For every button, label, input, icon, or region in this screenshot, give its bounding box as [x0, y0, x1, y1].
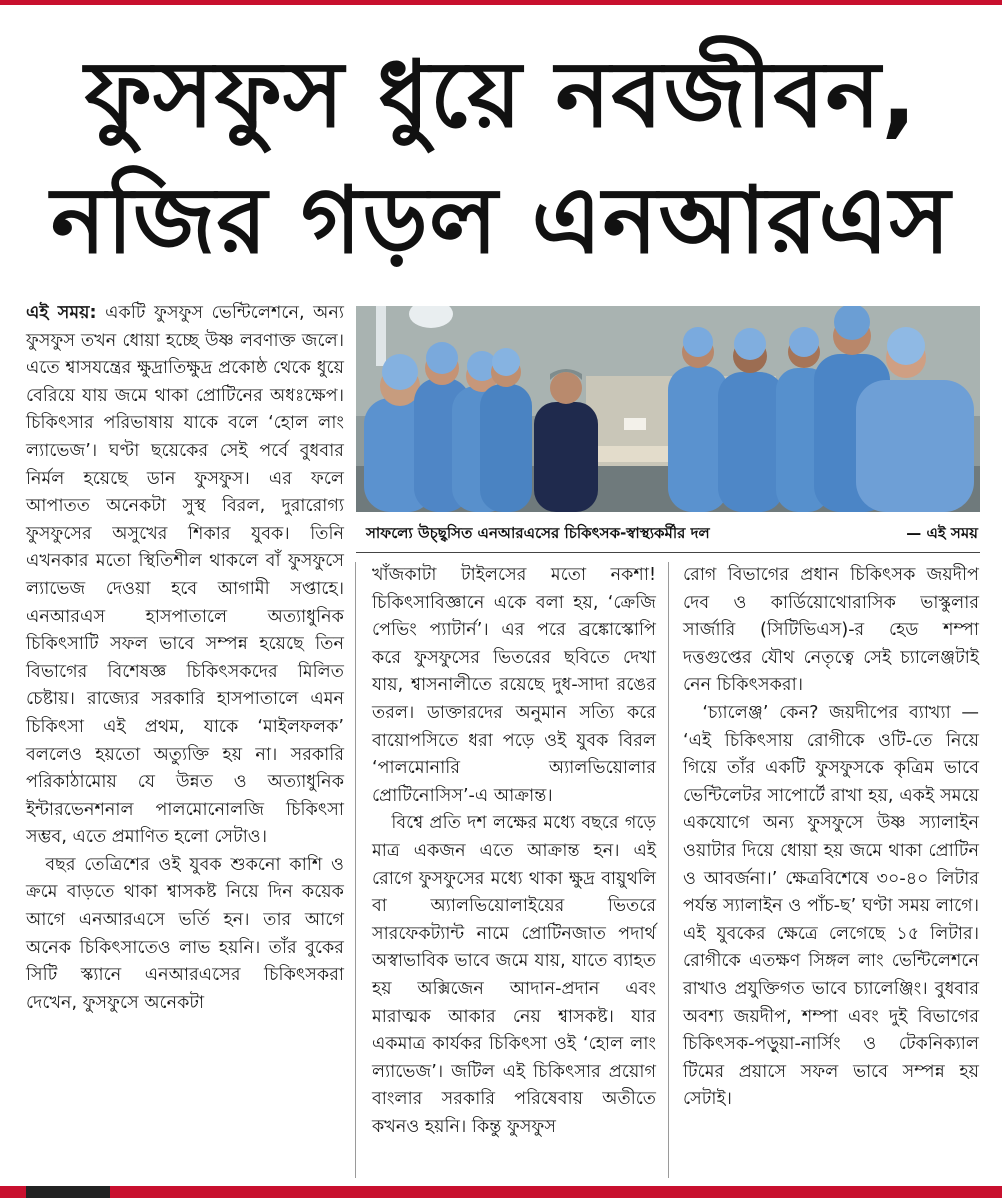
article-column-3	[683, 562, 979, 1114]
col1-para-1: একটি ফুসফুস ভেন্টিলেশনে, অন্য ফুসফুস তখন ধোয়া হচ্ছে উষ্ণ লবণাক্ত জলে। এতে শ্বাসযন্ত্রের ক্ষুদ্রাতিক্ষুদ্র প্রকোষ্ঠ থেকে ধুয়ে বেরিয়ে যায় জমে থাকা প্রোটিনের অধঃক্ষেপ। চিকিৎসার পরিভাষায় যাকে বলে ‘হোল লাং ল্যাভেজ’। ঘণ্টা ছয়েকের সেই পর্বে বুধবার নির্মল হয়েছে ডান ফুসফুস। এর ফলে আপাতত অনেকটা সুস্থ বিরল, দুরারোগ্য ফুসফুসের অসুখের শিকার যুবক। তিনি এখনকার মতো স্থিতিশীল থাকলে বাঁ ফুসফুসে ল্যাভেজ দেওয়া হবে আগামী সপ্তাহে। এনআরএস হাসপাতালে অত্যাধুনিক চিকিৎসাটি সফল ভাবে সম্পন্ন হয়েছে তিন বিভাগের বিশেষজ্ঞ চিকিৎসকদের মিলিত চেষ্টায়। রাজ্যের সরকারি হাসপাতালে এমন চিকিৎসা এই প্রথম, যাকে ‘মাইলফলক’ বললেও হয়তো অত্যুক্তি হয় না। সরকারি পরিকাঠামোয় যে উন্নত ও অত্যাধুনিক ইন্টারভেনশনাল পালমোনোলজি চিকিৎসা সম্ভব, এতে প্রমাণিত হলো সেটাও।	[26, 303, 345, 848]
top-accent-rule	[0, 0, 1002, 5]
col2-para-2: বিশ্বে প্রতি দশ লক্ষের মধ্যে বছরে গড়ে মাত্র একজন এতে আক্রান্ত হন। এই রোগে ফুসফুসের মধ্যে থাকা ক্ষুদ্র বায়ুথলি বা অ্যালভিয়োলাইয়ের ভিতরে সারফেকট্যান্ট নামে প্রোটিনজাত পদার্থ অস্বাভাবিক ভাবে জমে যায়, যাতে ব্যাহত হয় অক্সিজেন আদান-প্রদান এবং মারাত্মক আকার নেয় শ্বাসকষ্ট। যার একমাত্র কার্যকর চিকিৎসা ওই ‘হোল লাং ল্যাভেজ’। জটিল এই চিকিৎসার প্রয়োগ বাংলার সরকারি পরিষেবায় অতীতে কখনও হয়নি। কিন্তু ফুসফুস	[372, 813, 656, 1137]
col2-para-1: খাঁজকাটা টাইলসের মতো নকশা! চিকিৎসাবিজ্ঞানে একে বলা হয়, ‘ক্রেজি পেভিং প্যাটার্ন’। এর পরে ব্রঙ্কোস্কোপি করে ফুসফুসের ভিতরের ছবিতে দেখা যায়, শ্বাসনালীতে রয়েছে দুধ-সাদা রঙের তরল। ডাক্তারদের অনুমান সত্যি করে বায়োপসিতে ধরা পড়ে ওই যুবক বিরল ‘পালমোনারি অ্যালভিয়োলার প্রোটিনোসিস’-এ আক্রান্ত।	[372, 565, 656, 806]
col3-para-1: রোগ বিভাগের প্রধান চিকিৎসক জয়দীপ দেব ও কার্ডিয়োথোরাসিক ভাস্কুলার সার্জারি (সিটিভিএস)-র হেড শম্পা দত্তগুপ্তের যৌথ নেতৃত্বে সেই চ্যালেঞ্জটাই নেন চিকিৎসকরা।	[683, 565, 979, 696]
article-column-1	[26, 300, 344, 1017]
photo-caption	[366, 520, 978, 546]
headline-line-2: নজির গড়ল এনআরএস	[50, 167, 952, 274]
team-photo-illustration	[356, 306, 980, 512]
col1-para-2: বছর তেত্রিশের ওই যুবক শুকনো কাশি ও ক্রমে বাড়তে থাকা শ্বাসকষ্ট নিয়ে দিন কয়েক আগে এনআরএসে ভর্তি হন। তার আগে অনেক চিকিৎসাতেও লাভ হয়নি। তাঁর বুকের সিটি স্ক্যানে এনআরএসের চিকিৎসকরা দেখেন, ফুসফুসে অনেকটা	[26, 854, 344, 1013]
column-divider-1	[355, 562, 356, 1178]
col3-para-2: ‘চ্যালেঞ্জ’ কেন? জয়দীপের ব্যাখ্যা — ‘এই চিকিৎসায় রোগীকে ওটি-তে নিয়ে গিয়ে তাঁর একটি ফুসফুসকে কৃত্রিম ভাবে ভেন্টিলেটর সাপোর্টে রাখা হয়, একই সময়ে একযোগে অন্য ফুসফুসে উষ্ণ স্যালাইন ওয়াটার দিয়ে ধোয়া হয় জমে থাকা প্রোটিন ও আবর্জনা।’ ক্ষেত্রবিশেষে ৩০-৪০ লিটার পর্যন্ত স্যালাইন ও পাঁচ-ছ’ ঘণ্টা সময় লাগে। এই যুবকের ক্ষেত্রে লেগেছে ১৫ লিটার। রোগীকে এতক্ষণ সিঙ্গল লাং ভেন্টিলেশনে রাখাও প্রযুক্তিগত ভাবে চ্যালেঞ্জিং। বুধবার অবশ্য জয়দীপ, শম্পা এবং দুই বিভাগের চিকিৎসক-পড়ুয়া-নার্সিং ও টেকনিক্যাল টিমের প্রয়াসে সফল ভাবে সম্পন্ন হয় সেটাই।	[683, 702, 979, 1110]
bottom-accent-bar	[0, 1186, 1002, 1198]
team-photo	[356, 306, 980, 512]
caption-rule	[356, 552, 980, 553]
dateline-kicker: এই সময়:	[26, 303, 97, 323]
photo-credit: — এই সময়	[906, 524, 978, 542]
photo-caption-text: সাফল্যে উচ্ছ্বসিত এনআরএসের চিকিৎসক-স্বাস্থ্যকর্মীর দল	[366, 524, 710, 542]
column-divider-2	[668, 562, 669, 1178]
article-column-2	[372, 562, 656, 1141]
bottom-bar-dark-segment	[26, 1186, 110, 1198]
headline-line-1: ফুসফুস ধুয়ে নবজীবন,	[84, 41, 918, 148]
headline	[0, 32, 1002, 284]
